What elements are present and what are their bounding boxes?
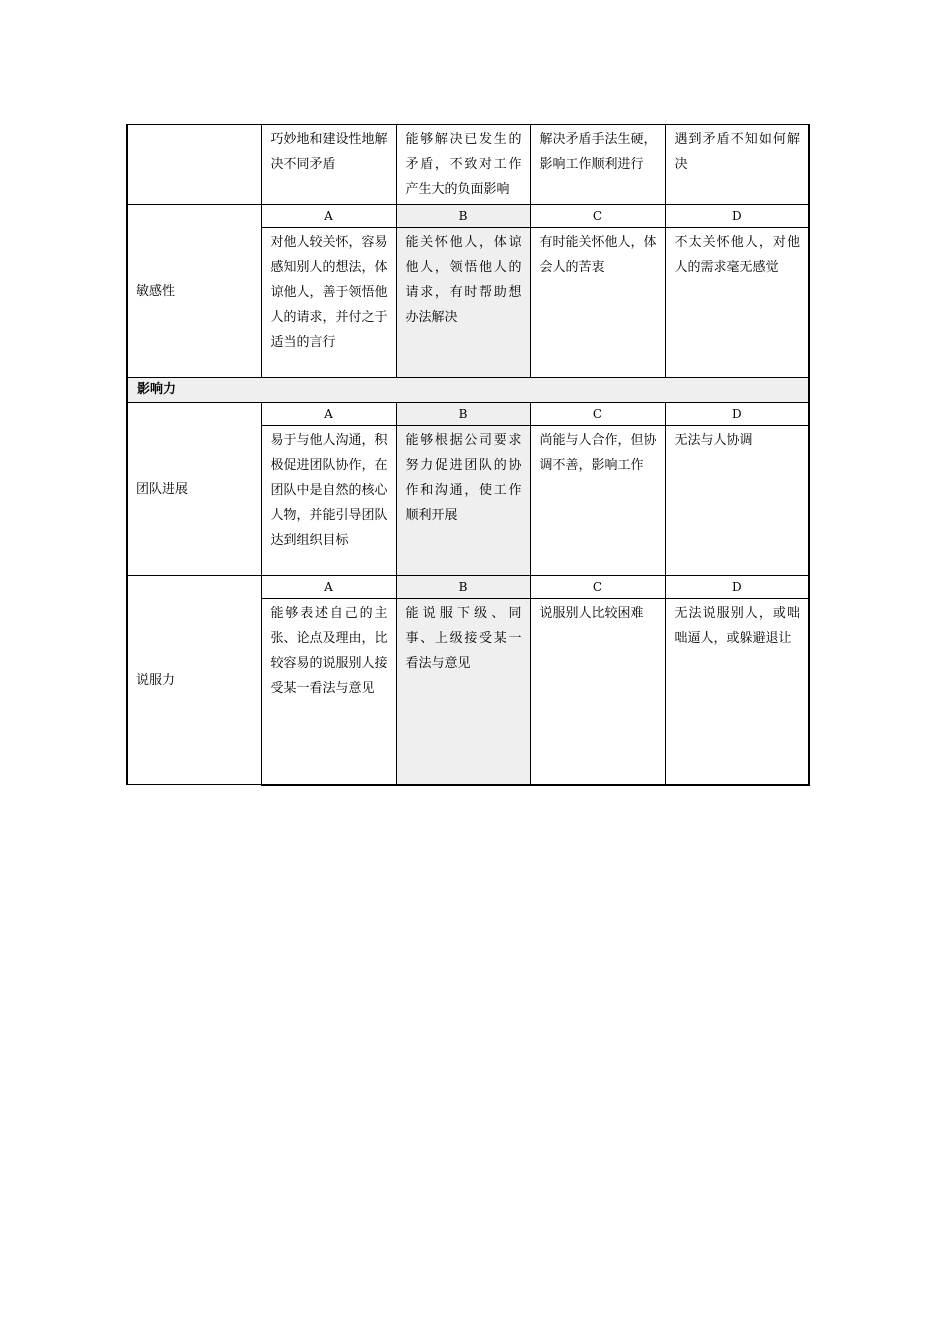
grade-d-header: D <box>665 576 809 599</box>
grade-d-description: 不太关怀他人，对他人的需求毫无感觉 <box>665 228 809 378</box>
grade-b-description: 能够根据公司要求努力促进团队的协作和沟通，使工作顺利开展 <box>396 426 530 576</box>
grade-b-description: 能够解决已发生的矛盾，不致对工作产生大的负面影响 <box>396 125 530 205</box>
grade-c-description: 说服别人比较困难 <box>530 599 665 785</box>
grade-b-description: 能关怀他人，体谅他人，领悟他人的请求，有时帮助想办法解决 <box>396 228 530 378</box>
grade-a-header: A <box>261 403 396 426</box>
grade-c-description: 有时能关怀他人，体会人的苦衷 <box>530 228 665 378</box>
grade-a-description: 对他人较关怀，容易感知别人的想法，体谅他人，善于领悟他人的请求，并付之于适当的言行 <box>261 228 396 378</box>
grade-b-description: 能说服下级、同事、上级接受某一看法与意见 <box>396 599 530 785</box>
grade-d-description: 无法与人协调 <box>665 426 809 576</box>
section-title-influence: 影响力 <box>127 378 809 403</box>
grade-c-header: C <box>530 205 665 228</box>
grade-c-header: C <box>530 403 665 426</box>
table-row <box>127 125 809 205</box>
grade-a-description: 巧妙地和建设性地解决不同矛盾 <box>261 125 396 205</box>
grade-b-header: B <box>396 576 530 599</box>
competency-table <box>126 124 810 786</box>
grade-a-header: A <box>261 205 396 228</box>
grade-d-header: D <box>665 403 809 426</box>
grade-c-header: C <box>530 576 665 599</box>
grade-b-header: B <box>396 403 530 426</box>
grade-c-description: 解决矛盾手法生硬，影响工作顺利进行 <box>530 125 665 205</box>
grade-a-header: A <box>261 576 396 599</box>
row-label <box>127 125 261 205</box>
grade-header-row <box>127 205 809 228</box>
grade-a-description: 易于与他人沟通，积极促进团队协作，在团队中是自然的核心人物，并能引导团队达到组织目标 <box>261 426 396 576</box>
competency-label-team-progress: 团队进展 <box>127 403 261 576</box>
competency-label-sensitivity: 敏感性 <box>127 205 261 378</box>
grade-b-header: B <box>396 205 530 228</box>
grade-c-description: 尚能与人合作，但协调不善，影响工作 <box>530 426 665 576</box>
grade-header-row <box>127 403 809 426</box>
evaluation-sheet <box>126 124 808 786</box>
grade-a-description: 能够表述自己的主张、论点及理由，比较容易的说服别人接受某一看法与意见 <box>261 599 396 785</box>
competency-label-persuasion: 说服力 <box>127 576 261 785</box>
grade-d-description: 无法说服别人，或咄咄逼人，或躲避退让 <box>665 599 809 785</box>
grade-d-description: 遇到矛盾不知如何解决 <box>665 125 809 205</box>
section-row <box>127 378 809 403</box>
grade-header-row <box>127 576 809 599</box>
grade-d-header: D <box>665 205 809 228</box>
